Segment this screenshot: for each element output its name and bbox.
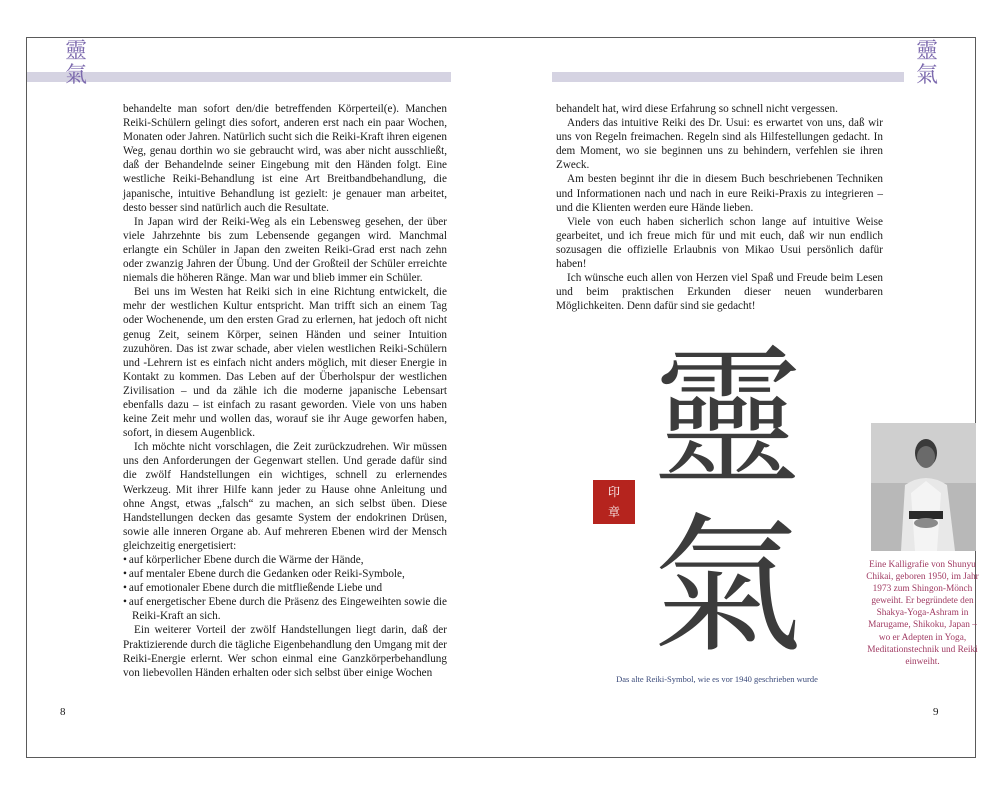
bullet-item: • auf mentaler Ebene durch die Gedanken oder Reiki-Symbole, bbox=[123, 567, 447, 581]
portrait-photo bbox=[871, 423, 976, 551]
portrait-photo-image bbox=[871, 423, 976, 551]
bullet-item: • auf körperlicher Ebene durch die Wärme der Hände, bbox=[123, 553, 447, 567]
header-band-right bbox=[552, 72, 904, 82]
paragraph: Viele von euch haben sicherlich schon lange auf intuitive Weise gearbeitet, und ich freue mich für und mit euch, daß wir nun endlich sozusagen die offizielle Erlaubnis von Mikao Usui persönlich dafür haben! bbox=[556, 215, 883, 271]
stamp-glyph: 章 bbox=[607, 505, 620, 519]
bullet-item: • auf energetischer Ebene durch die Präsenz des Eingeweihten sowie die Reiki-Kraft an sich. bbox=[123, 595, 447, 623]
paragraph: Ein weiterer Vorteil der zwölf Handstellungen liegt darin, daß der Praktizierende durch die tägliche Eigenbehandlung den Umgang mit der Reiki-Energie erlernt. Wer schon einmal eine Ganzkörperbehandlung von liebevollen Händen erhalten oder sich selbst über einige Wochen bbox=[123, 624, 447, 679]
bullet-item: • auf emotionaler Ebene durch die mitfließende Liebe und bbox=[123, 581, 447, 595]
paragraph: Am besten beginnt ihr die in diesem Buch beschriebenen Techniken und Informationen nach und nach in eure Reiki-Praxis zu integrieren – und die Klienten werden eure Hände lieben. bbox=[556, 173, 883, 214]
reiki-calligraphy bbox=[642, 338, 812, 668]
paragraph: behandelt hat, wird diese Erfahrung so schnell nicht vergessen. bbox=[556, 103, 838, 115]
calligraphy-glyph-ki: 氣 bbox=[651, 500, 803, 668]
paragraph: Ich wünsche euch allen von Herzen viel Spaß und Freude beim Lesen und beim praktischen Erkunden dieser neuen wunderbaren Möglichkeiten. Denn dafür sind sie gedacht! bbox=[556, 272, 883, 313]
paragraph: In Japan wird der Reiki-Weg als ein Lebensweg gesehen, der über viele Jahrzehnte bis zum Lebensende gegangen wird. Manchmal erlangte ein Schüler in Japan den zweiten Reiki-Grad erst nach zehn oder zwanzig Jahren der Übung. Und der Großteil der Schüler erreichte niemals die höheren Ränge. Man war und blieb immer ein Schüler. bbox=[123, 215, 447, 285]
header-glyph-rei: 靈 bbox=[915, 39, 938, 64]
bullet-list bbox=[123, 553, 447, 623]
header-glyph-rei: 靈 bbox=[64, 39, 87, 64]
calligraphy-glyph-rei: 靈 bbox=[651, 338, 803, 506]
paragraph: Anders das intuitive Reiki des Dr. Usui: es erwartet von uns, daß wir uns von Regeln freimachen. Regeln sind als Hilfestellungen gedacht. In dem Moment, wo sie beginnen uns zu behindern, verfehlen sie ihren Zweck. bbox=[556, 117, 883, 172]
paragraph: Ich möchte nicht vorschlagen, die Zeit zurückzudrehen. Wir müssen uns den Anforderungen der Gegenwart stellen. Und gerade dafür sind die zwölf Handstellungen ein wichtiges, schnell zu erlernendes Werkzeug. Mit ihrer Hilfe kann jeder zu Hause ohne Anleitung und ohne Angst, etwas „falsch“ zu machen, an sich selbst üben. Diese Handstellungen decken das gesamte System der endokrinen Drüsen, sowie alle inneren Organe ab. Auf mehreren Ebenen wird der Mensch gleichzeitig energetisiert: bbox=[123, 441, 447, 552]
page-number-left: 8 bbox=[60, 706, 66, 718]
red-seal-stamp bbox=[593, 480, 635, 524]
book-spread bbox=[26, 37, 979, 758]
photo-caption: Eine Kalligrafie von Shunyu Chikai, geboren 1950, im Jahr 1973 zum Shingon-Mönch geweiht. Er begründete den Shakya-Yoga-Ashram in Marugame, Shikoku, Japan – wo er Adepten in Yoga, Meditationstechnik und Reiki einweiht. bbox=[866, 560, 979, 667]
header-glyph-ki: 氣 bbox=[64, 63, 87, 88]
header-glyphs-left bbox=[61, 40, 91, 88]
paragraph: behandelte man sofort den/die betreffenden Körperteil(e). Manchen Reiki-Schülern gelingt dies sofort, anderen erst nach ein paar Wochen, Monaten oder Jahren. Natürlich sucht sich die Reiki-Kraft ihren eigenen Weg, genau dorthin wo sie gebraucht wird, was aber nicht ausschließt, daß der Behandelnde seiner Eingebung mit den Händen folgt. Eine westliche Reiki-Behandlung ist eine Art Breitbandbehandlung, die japanische, intuitive Behandlung ist gezielt: je genauer man arbeitet, desto besser sind natürlich auch die Resultate. bbox=[123, 103, 447, 214]
right-text-column bbox=[556, 102, 883, 313]
header-glyph-ki: 氣 bbox=[915, 63, 938, 88]
header-glyphs-right bbox=[912, 40, 942, 88]
calligraphy-caption: Das alte Reiki-Symbol, wie es vor 1940 geschrieben wurde bbox=[616, 674, 818, 684]
page-number-right: 9 bbox=[933, 706, 939, 718]
left-text-column bbox=[123, 102, 447, 680]
stamp-glyph: 印 bbox=[607, 485, 620, 499]
paragraph: Bei uns im Westen hat Reiki sich in eine Richtung entwickelt, die mehr der westlichen Kultur entspricht. Man trifft sich an einem Tag oder Wochenende, um den ersten Grad zu erlernen, hat jedoch oft nicht genug Zeit, seinem Körper, seinen Händen und seiner Intuition zuzuhören. Das ist zwar schade, aber vielen westlichen Reiki-Schülern und -Lehrern ist es einfach nicht anders möglich, mit dieser Energie in Kontakt zu kommen. Das Leben auf der Überholspur der westlichen Zivilisation – und da zähle ich die moderne japanische Lebensart ebenfalls dazu – ist einfach zu rasant geworden. Viele von uns haben keine Zeit mehr und wollen das, worauf sie ihr Auge geworfen haben, sofort, in diesem Augenblick. bbox=[123, 286, 447, 440]
